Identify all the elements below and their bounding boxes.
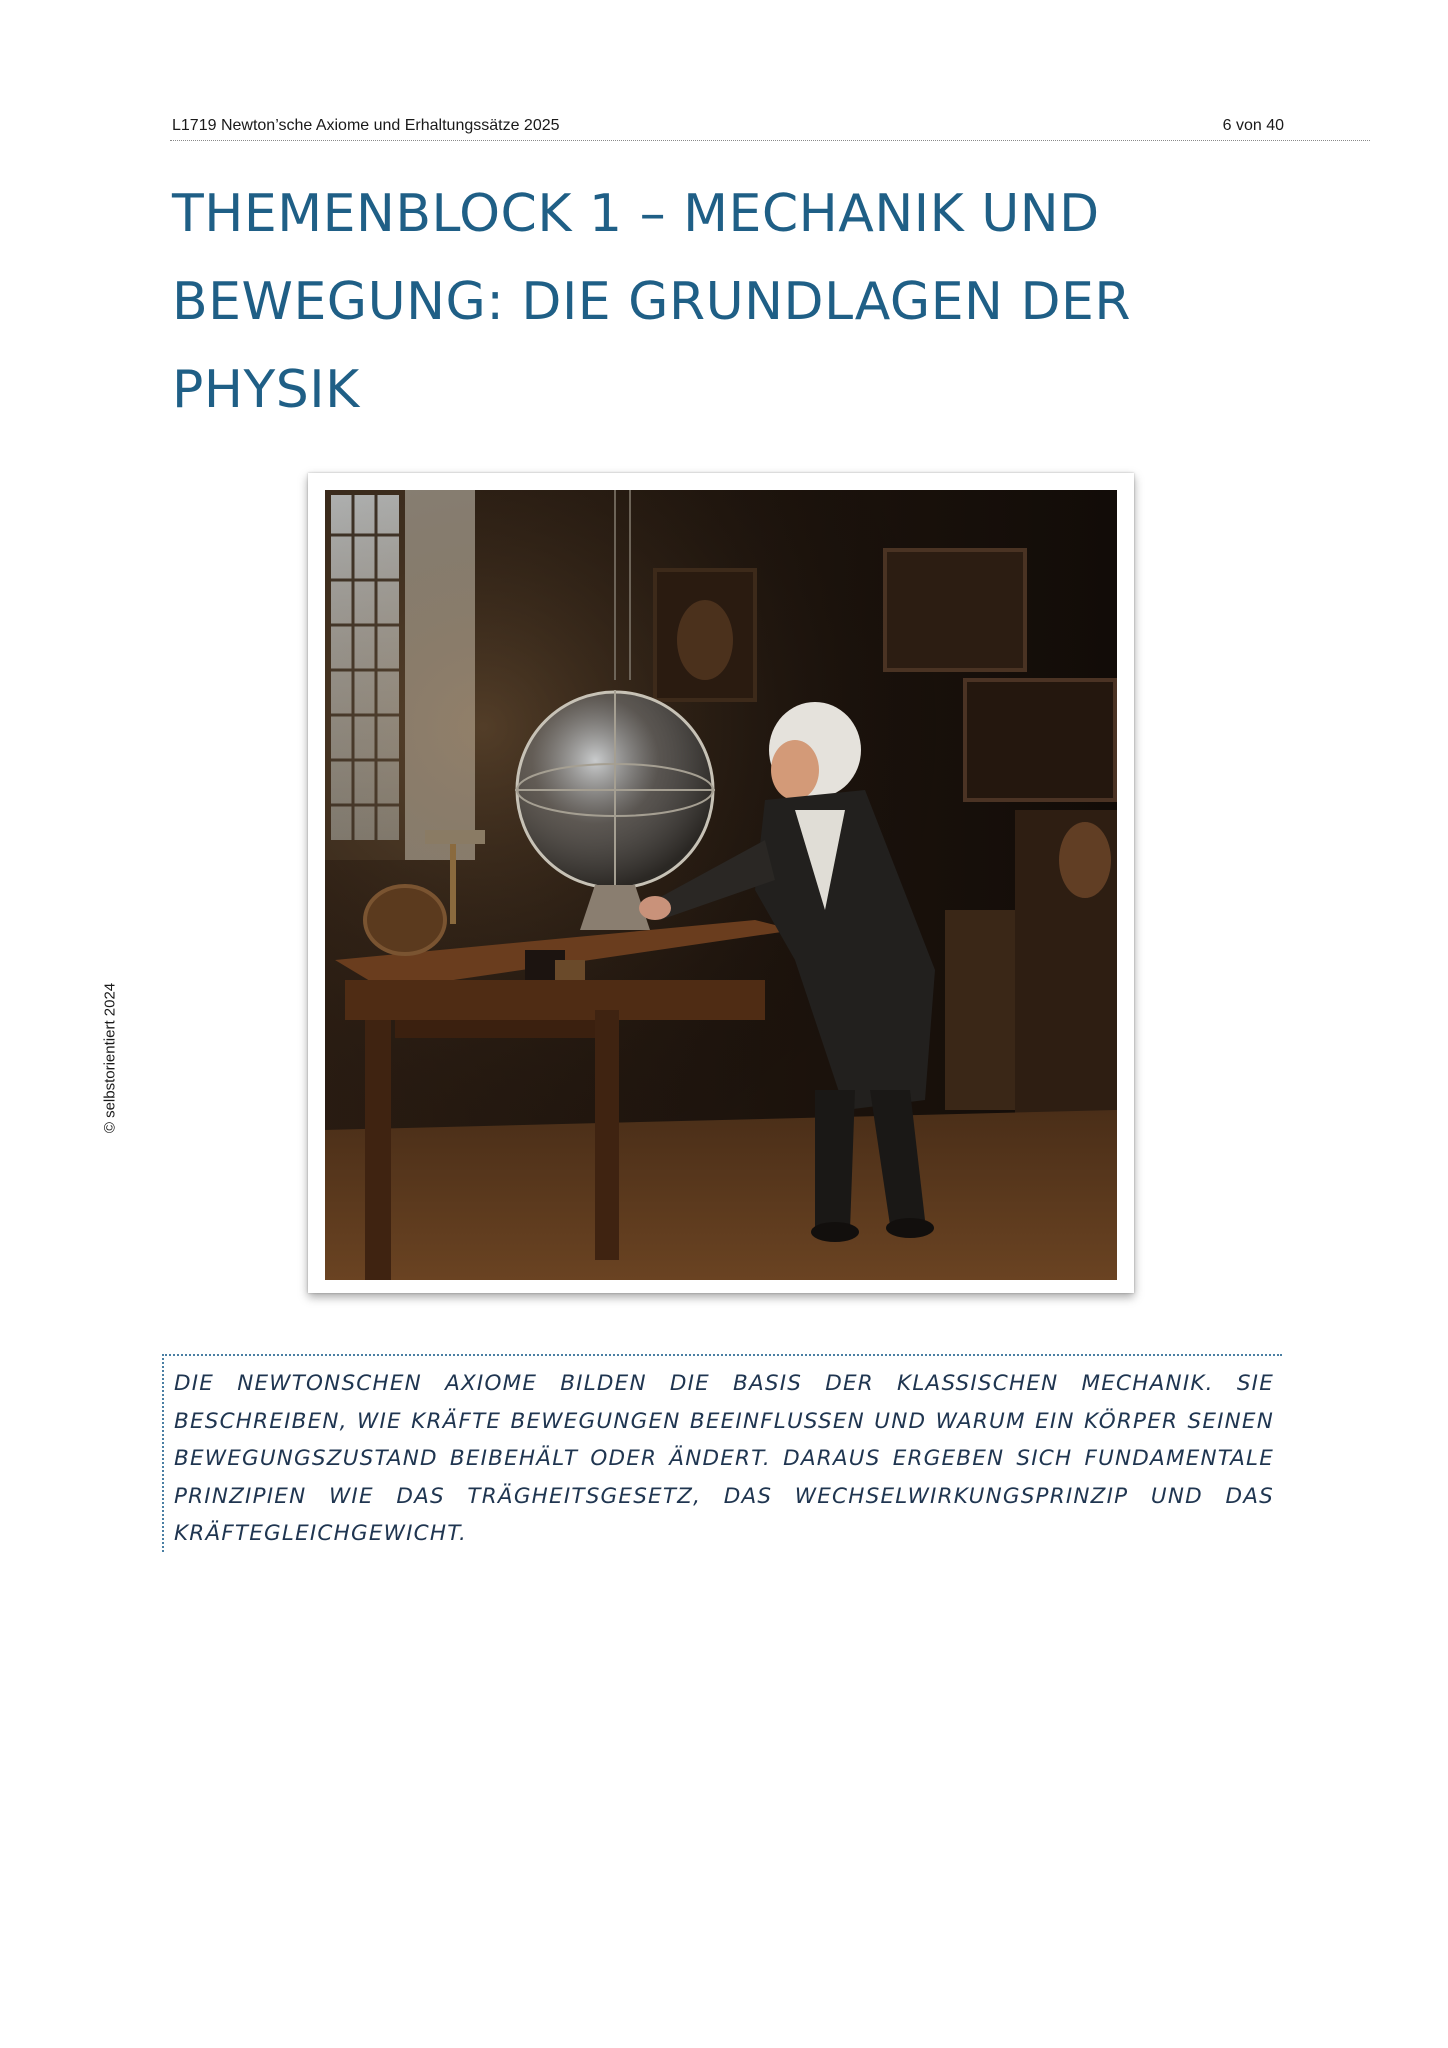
intro-box bbox=[162, 1354, 1282, 1552]
intro-paragraph: DIE NEWTONSCHEN AXIOME BILDEN DIE BASIS DER KLASSISCHEN MECHANIK. SIE BESCHREIBEN, WIE KRÄFTE BEWEGUNGEN BEEINFLUSSEN UND WARUM EIN KÖRPER SEINEN BEWEGUNGSZUSTAND BEIBEHÄLT ODER ÄNDERT. DARAUS ERGEBEN SICH FUNDAMENTALE PRINZIPIEN WIE DAS TRÄGHEITSGESETZ, DAS WECHSELWIRKUNGSPRINZIP UND DAS KRÄFTEGLEICHGEWICHT. bbox=[174, 1371, 1274, 1546]
page-number: 6 von 40 bbox=[1222, 117, 1284, 134]
page-title: THEMENBLOCK 1 – MECHANIK UND BEWEGUNG: DIE GRUNDLAGEN DER PHYSIK bbox=[172, 184, 1132, 420]
copyright-note: © selbstorientiert 2024 bbox=[101, 982, 119, 1134]
page-header bbox=[170, 114, 1370, 141]
document-id: L1719 Newton’sche Axiome und Erhaltungssätze 2025 bbox=[172, 117, 560, 134]
scientist-laboratory-illustration bbox=[325, 490, 1117, 1280]
illustration-frame bbox=[308, 473, 1134, 1293]
